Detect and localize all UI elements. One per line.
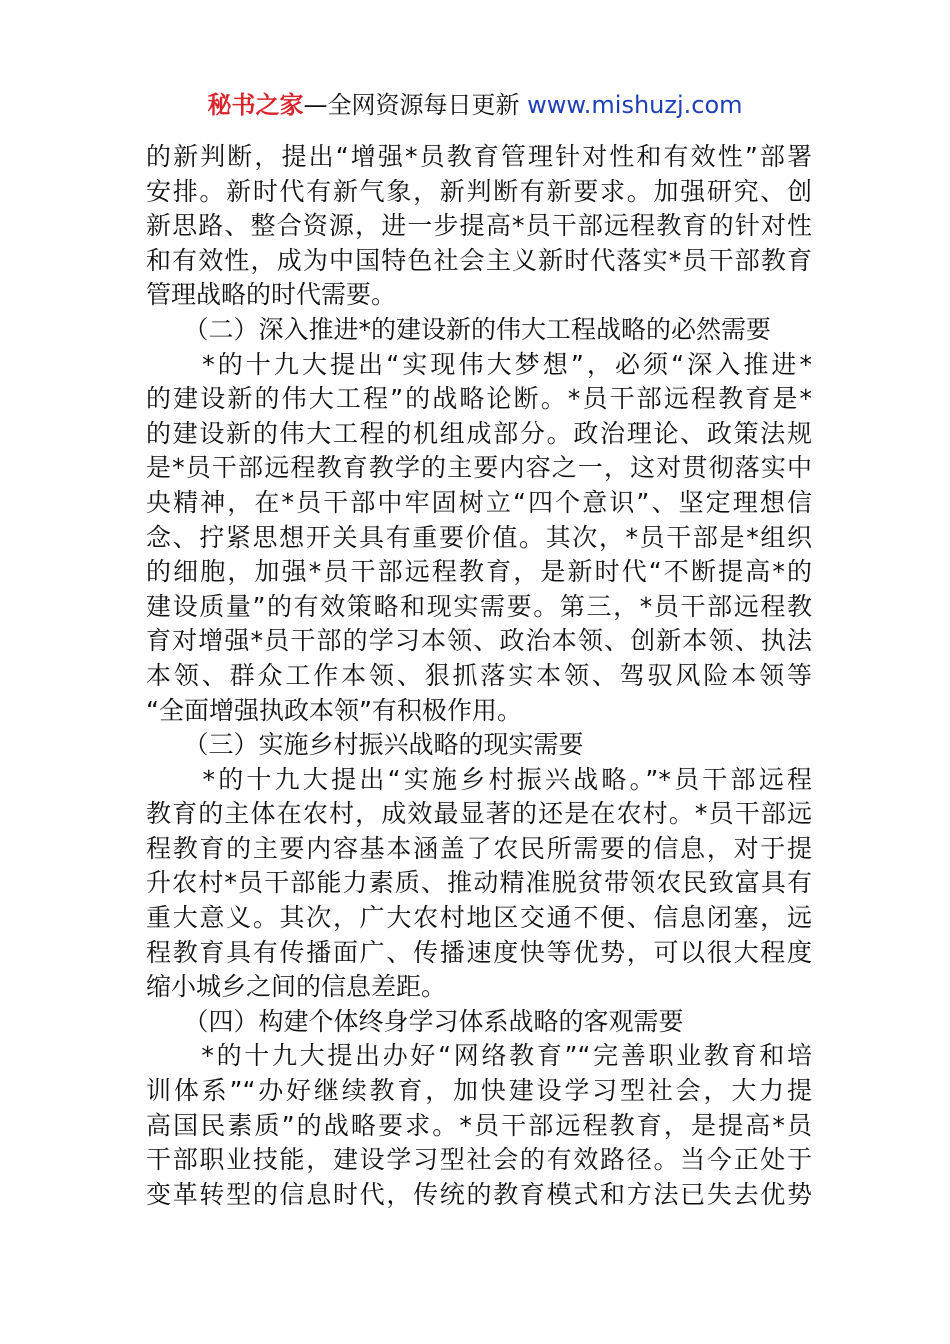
section-heading-3: （三）实施乡村振兴战略的现实需要: [146, 730, 584, 760]
body-line: 程教育具有传播面广、传播速度快等优势，可以很大程度: [146, 937, 812, 967]
body-line: 管理战略的时代需要。: [146, 280, 397, 310]
body-line: 训体系”“办好继续教育，加快建设学习型社会，大力提: [146, 1076, 812, 1106]
site-tagline: —全网资源每日更新: [303, 91, 528, 119]
body-line: 高国民素质”的战略要求。*员干部远程教育，是提高*员: [146, 1110, 812, 1140]
section-heading-2: （二）深入推进*的建设新的伟大工程战略的必然需要: [146, 314, 772, 344]
body-line: 干部职业技能，建设学习型社会的有效路径。当今正处于: [146, 1145, 812, 1175]
body-line: 和有效性，成为中国特色社会主义新时代落实*员干部教育: [146, 245, 812, 275]
body-line: 升农村*员干部能力素质、推动精准脱贫带领农民致富具有: [146, 868, 812, 898]
body-line: 央精神，在*员干部中牢固树立“四个意识”、坚定理想信: [146, 487, 812, 517]
site-url-link[interactable]: www.mishuzj.com: [527, 91, 743, 119]
body-line: 新思路、整合资源，进一步提高*员干部远程教育的针对性: [146, 211, 812, 241]
body-line: *的十九大提出“实现伟大梦想”，必须“深入推进*: [146, 349, 812, 379]
body-line: 教育的主体在农村，成效最显著的还是在农村。*员干部远: [146, 799, 812, 829]
body-line: 的建设新的伟大工程的机组成部分。政治理论、政策法规: [146, 418, 812, 448]
site-brand: 秘书之家: [207, 91, 304, 119]
section-heading-4: （四）构建个体终身学习体系战略的客观需要: [146, 1006, 684, 1036]
body-line: 程教育的主要内容基本涵盖了农民所需要的信息，对于提: [146, 833, 812, 863]
body-line: “全面增强执政本领”有积极作用。: [146, 695, 522, 725]
body-line: 安排。新时代有新气象，新判断有新要求。加强研究、创: [146, 176, 812, 206]
body-line: *的十九大提出“实施乡村振兴战略。”*员干部远程: [146, 764, 812, 794]
body-line: 是*员干部远程教育教学的主要内容之一，这对贯彻落实中: [146, 453, 812, 483]
body-line: 的新判断，提出“增强*员教育管理针对性和有效性”部署: [146, 142, 812, 171]
body-line: 的建设新的伟大工程”的战略论断。*员干部远程教育是*: [146, 384, 812, 414]
body-line: 本领、群众工作本领、狠抓落实本领、驾驭风险本领等: [146, 660, 812, 690]
body-line: 念、拧紧思想开关具有重要价值。其次，*员干部是*组织: [146, 522, 812, 552]
body-line: *的十九大提出办好“网络教育”“完善职业教育和培: [146, 1041, 812, 1071]
body-line: 重大意义。其次，广大农村地区交通不便、信息闭塞，远: [146, 903, 812, 933]
body-line: 缩小城乡之间的信息差距。: [146, 972, 447, 1002]
body-line: 变革转型的信息时代，传统的教育模式和方法已失去优势: [146, 1179, 812, 1209]
body-line: 的细胞，加强*员干部远程教育，是新时代“不断提高*的: [146, 557, 812, 587]
body-line: 育对增强*员干部的学习本领、政治本领、创新本领、执法: [146, 626, 812, 656]
body-line: 建设质量”的有效策略和现实需要。第三，*员干部远程教: [146, 591, 812, 621]
document-body: [146, 140, 812, 1212]
page-header: [0, 88, 950, 122]
